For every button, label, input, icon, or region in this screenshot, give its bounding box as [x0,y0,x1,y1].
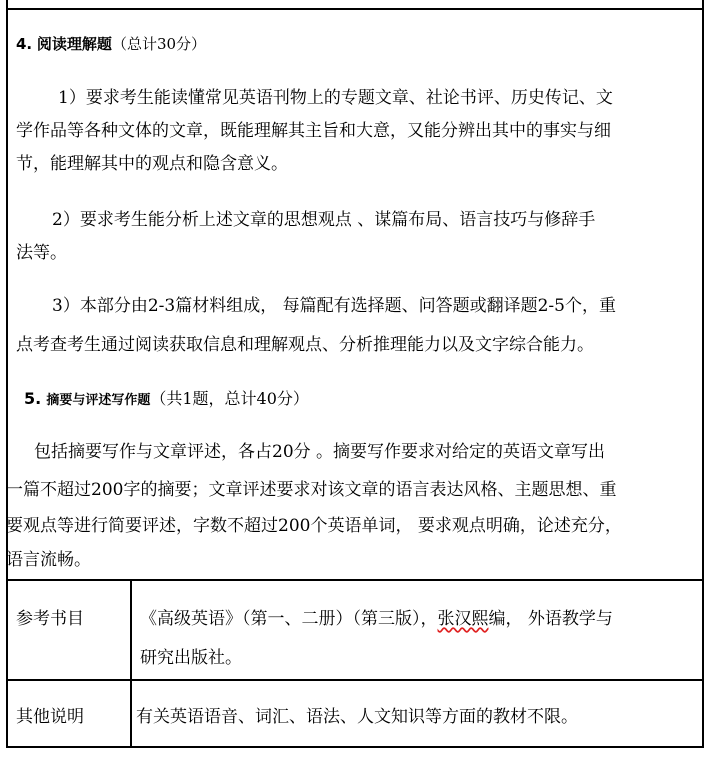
section-4-title: 阅读理解题 [36,35,112,53]
reference-book-author: 张汉熙 [437,609,489,629]
section-4-p3-line2: 点考查考生通过阅读获取信息和理解观点、分析推理能力以及文字综合能力。 [16,335,594,355]
table-column-divider [130,579,132,748]
section-4-p3-line1: 3）本部分由2-3篇材料组成， 每篇配有选择题、问答题或翻译题2-5个，重 [52,296,616,316]
section-4-number: 4. [16,35,33,53]
section-5-number: 5. [24,389,42,408]
reference-book-publisher-start: 编， 外语教学与 [488,609,613,629]
table-top-border [6,579,704,581]
reference-books-line1 [140,600,613,638]
section-4-heading [16,33,206,54]
section-4-p2-line2: 法等。 [16,243,67,263]
table-row-divider [6,679,704,681]
section-4-p1-line2: 学作品等各种文体的文章，既能理解其主旨和大意，又能分辨出其中的事实与细 [16,121,611,141]
other-notes-value: 有关英语语音、词汇、语法、人文知识等方面的教材不限。 [136,707,578,727]
section-5-p1-line1: 包括摘要写作与文章评述，各占20分 。摘要写作要求对给定的英语文章写出 [34,442,606,462]
section-4-score: （总计30分） [111,35,207,53]
reference-books-label: 参考书目 [16,609,84,629]
section-4-p1-line3: 节，能理解其中的观点和隐含意义。 [16,154,288,174]
section-5-p1-line4: 语言流畅。 [6,550,91,570]
reference-books-line2: 研究出版社。 [140,648,242,668]
other-notes-label: 其他说明 [16,707,84,727]
section-4-p1-line1: 1）要求考生能读懂常见英语刊物上的专题文章、社论书评、历史传记、文 [58,88,613,108]
section-5-p1-line2: 一篇不超过200字的摘要；文章评述要求对该文章的语言表达风格、主题思想、重 [6,480,617,500]
section-5-heading [24,386,309,409]
section-5-title: 摘要与评述写作题 [46,393,151,408]
reference-book-title: 《高级英语》（第一、二册）（第三版）， [140,609,438,629]
section-5-p1-line3: 要观点等进行简要评述，字数不超过200个英语单词， 要求观点明确，论述充分， [6,516,622,536]
section-4-p2-line1: 2）要求考生能分析上述文章的思想观点 、谋篇布局、语言技巧与修辞手 [52,210,596,230]
section-5-score: （共1题，总计40分） [150,389,309,408]
